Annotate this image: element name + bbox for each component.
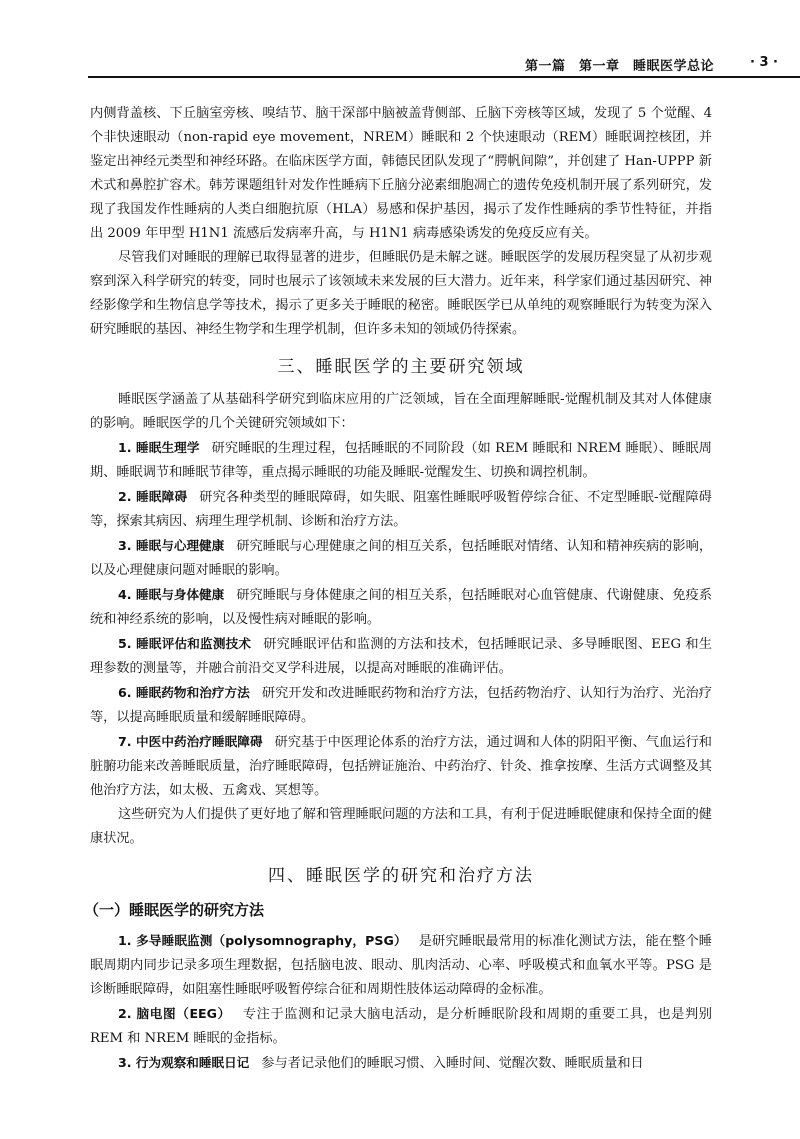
item-term: 1. 睡眠生理学: [118, 440, 200, 455]
item-term: 4. 睡眠与身体健康: [118, 587, 225, 602]
section-heading-4: 四、睡眠医学的研究和治疗方法: [268, 866, 534, 886]
item-term: 2. 睡眠障碍: [118, 489, 188, 504]
item-term: 3. 行为观察和睡眠日记: [118, 1055, 250, 1070]
method-item: [90, 1002, 712, 1051]
page-number: · 3 ·: [750, 55, 778, 70]
item-text: 参与者记录他们的睡眠习惯、入睡时间、觉醒次数、睡眠质量和日: [261, 1056, 644, 1071]
running-title: 第一篇 第一章 睡眠医学总论: [524, 59, 714, 74]
item-text: 专注于监测和记录大脑电活动，是分析睡眠阶段和周期的重要工具，也是判别 REM 和 NREM 睡眠的金指标。: [90, 1007, 712, 1046]
method-item: [90, 929, 712, 1002]
research-area-item: [90, 485, 712, 534]
item-text: 研究睡眠与心理健康之间的相互关系，包括睡眠对情绪、认知和精神疾病的影响，以及心理健康问题对睡眠的影响。: [90, 539, 713, 578]
research-area-item: [90, 632, 712, 681]
item-text: 研究睡眠与身体健康之间的相互关系，包括睡眠对心血管健康、代谢健康、免疫系统和神经系统的影响，以及慢性病对睡眠的影响。: [90, 588, 713, 627]
item-term: 5. 睡眠评估和监测技术: [118, 636, 252, 651]
research-area-item: [90, 730, 712, 803]
item-term: 1. 多导睡眠监测（polysomnography，PSG）: [118, 933, 407, 948]
item-text: 研究睡眠的生理过程，包括睡眠的不同阶段（如 REM 睡眠和 NREM 睡眠）、睡眠周期、睡眠调节和睡眠节律等，重点揭示睡眠的功能及睡眠-觉醒发生、切换和调控机制。: [90, 441, 712, 480]
research-area-item: [90, 583, 712, 632]
method-item: [90, 1051, 712, 1076]
section-heading-3: 三、睡眠医学的主要研究领域: [277, 357, 525, 377]
item-text: 研究各种类型的睡眠障碍，如失眠、阻塞性睡眠呼吸暂停综合征、不定型睡眠-觉醒障碍等，探索其病因、病理生理学机制、诊断和治疗方法。: [90, 490, 712, 529]
section-intro: 睡眠医学涵盖了从基础科学研究到临床应用的广泛领域，旨在全面理解睡眠-觉醒机制及其对人体健康的影响。睡眠医学的几个关键研究领域如下：: [90, 392, 712, 431]
running-header: [0, 52, 800, 78]
paragraph-continued: 内侧背盖核、下丘脑室旁核、嗅结节、脑干深部中脑被盖背侧部、丘脑下旁核等区域，发现了 5 个觉醒、4 个非快速眼动（non-rapid eye movement，NREM）睡眠和 2 个快速眼动（REM）睡眠调控核团，并鉴定出神经元类型和神经环路。在临床医学方面，韩德民团队发现了“腭帆间隙”，并创建了 Han-UPPP 新术式和鼻腔扩容术。韩芳课题组针对发作性睡病下丘脑分泌素细胞凋亡的遗传免疫机制开展了系列研究，发现了我国发作性睡病的人类白细胞抗原（HLA）易感和保护基因，揭示了发作性睡病的季节性特征，并指出 2009 年甲型 H1N1 流感后发病率升高，与 H1N1 病毒感染诱发的免疫反应有关。: [90, 106, 712, 241]
page-body: [84, 102, 713, 1076]
item-text: 研究基于中医理论体系的治疗方法，通过调和人体的阴阳平衡、气血运行和脏腑功能来改善睡眠质量，治疗睡眠障碍，包括辨证施治、中药治疗、针灸、推拿按摩、生活方式调整及其他治疗方法，如太极、五禽戏、冥想等。: [90, 735, 712, 798]
research-area-item: [90, 534, 712, 583]
research-area-item: [90, 681, 712, 730]
item-term: 2. 脑电图（EEG）: [118, 1006, 231, 1021]
item-text: 是研究睡眠最常用的标准化测试方法，能在整个睡眠周期内同步记录多项生理数据，包括脑电波、眼动、肌肉活动、心率、呼吸模式和血氧水平等。PSG 是诊断睡眠障碍，如阻塞性睡眠呼吸暂停综合征和周期性肢体运动障碍的金标准。: [90, 934, 712, 997]
item-term: 7. 中医中药治疗睡眠障碍: [118, 734, 263, 749]
research-area-item: [90, 436, 712, 485]
header-rule: [88, 76, 800, 78]
subsection-heading: （一）睡眠医学的研究方法: [84, 901, 265, 919]
item-text: 研究睡眠评估和监测的方法和技术，包括睡眠记录、多导睡眠图、EEG 和生理参数的测量等，并融合前沿交叉学科进展，以提高对睡眠的准确评估。: [90, 637, 712, 676]
item-text: 研究开发和改进睡眠药物和治疗方法，包括药物治疗、认知行为治疗、光治疗等，以提高睡眠质量和缓解睡眠障碍。: [90, 686, 712, 725]
section-closing: 这些研究为人们提供了更好地了解和管理睡眠问题的方法和工具，有利于促进睡眠健康和保持全面的健康状况。: [90, 807, 712, 846]
item-term: 3. 睡眠与心理健康: [118, 538, 225, 553]
item-term: 6. 睡眠药物和治疗方法: [118, 685, 250, 700]
paragraph: 尽管我们对睡眠的理解已取得显著的进步，但睡眠仍是未解之谜。睡眠医学的发展历程突显了从初步观察到深入科学研究的转变，同时也展示了该领域未来发展的巨大潜力。近年来，科学家们通过基因研究、神经影像学和生物信息学等技术，揭示了更多关于睡眠的秘密。睡眠医学已从单纯的观察睡眠行为转变为深入研究睡眠的基因、神经生物学和生理学机制，但许多未知的领域仍待探索。: [90, 250, 712, 337]
